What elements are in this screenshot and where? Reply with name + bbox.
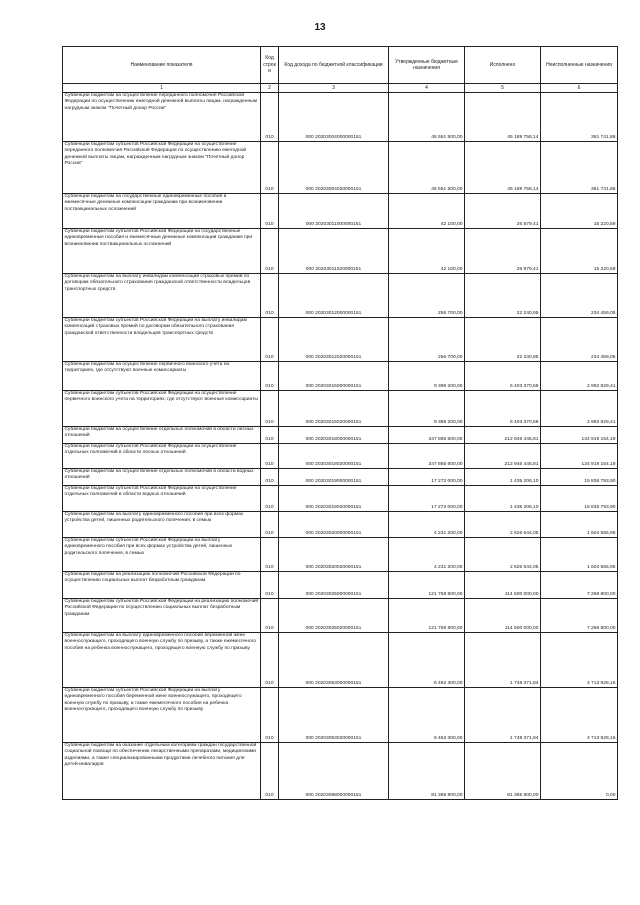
row-code: 010 — [261, 486, 279, 512]
row-unexecuted: 15 220,59 — [541, 194, 618, 229]
header-unexecuted: Неисполненные назначения — [541, 47, 618, 84]
table-row — [63, 427, 618, 444]
row-name: Субвенции бюджетам на осуществление первичного воинского учета на территориях, где отсутствуют военные комиссариаты — [63, 362, 261, 391]
row-kbk: 000 20203053000000151 — [279, 633, 389, 688]
row-executed: 1 435 206,10 — [465, 486, 541, 512]
row-code: 010 — [261, 469, 279, 486]
row-unexecuted: 234 459,05 — [541, 274, 618, 318]
row-name: Субвенции бюджетам субъектов Российской Федерации на выплату единовременного пособия при всех формах устройства детей, лишенных родительского попечения, в семью — [63, 538, 261, 572]
table-row — [63, 318, 618, 362]
column-number: 1 — [63, 84, 261, 93]
row-kbk: 000 20203018020000151 — [279, 444, 389, 469]
column-number: 2 — [261, 84, 279, 93]
table-row — [63, 538, 618, 572]
row-code: 010 — [261, 318, 279, 362]
header-name: Наименование показателя — [63, 47, 261, 84]
row-name: Субвенции бюджетам субъектов Российской Федерации на осуществление отдельных полномочий в области лесных отношений — [63, 444, 261, 469]
page-number: 13 — [314, 22, 326, 33]
row-code: 010 — [261, 444, 279, 469]
row-approved: 347 865 600,00 — [389, 444, 465, 469]
row-approved: 6 462 300,00 — [389, 633, 465, 688]
row-kbk: 000 20203015000000151 — [279, 362, 389, 391]
row-unexecuted: 4 713 928,16 — [541, 688, 618, 743]
table-row — [63, 93, 618, 142]
row-kbk: 000 20203019000000151 — [279, 469, 389, 486]
row-code: 010 — [261, 391, 279, 427]
row-kbk: 000 20203004020000151 — [279, 142, 389, 194]
row-executed: 45 189 758,14 — [465, 142, 541, 194]
row-kbk: 000 20203068000000151 — [279, 743, 389, 800]
table-row — [63, 633, 618, 688]
row-executed: 1 748 371,84 — [465, 633, 541, 688]
row-approved: 347 865 600,00 — [389, 427, 465, 444]
row-kbk: 000 20203012000000151 — [279, 274, 389, 318]
row-unexecuted: 134 919 154,19 — [541, 427, 618, 444]
row-approved: 42 100,00 — [389, 229, 465, 274]
row-unexecuted: 4 713 928,16 — [541, 633, 618, 688]
row-name: Субвенции бюджетам субъектов Российской Федерации на выплату инвалидам компенсаций страховых премий по договорам обязательного страхования гражданской ответственности владельцев транспортных средств — [63, 318, 261, 362]
header-row-code: Код строк и — [261, 47, 279, 84]
row-code: 010 — [261, 572, 279, 599]
row-code: 010 — [261, 362, 279, 391]
row-approved: 121 768 800,00 — [389, 572, 465, 599]
row-executed: 212 946 445,81 — [465, 427, 541, 444]
row-code: 010 — [261, 633, 279, 688]
row-name: Субвенции бюджетам на оказание отдельным категориям граждан государственной социальной помощи по обеспечению лекарственными препаратами, медицинскими изделиями, а также специализированными продуктами лечебного питания для детей-инвалидов — [63, 743, 261, 800]
row-executed: 1 748 371,84 — [465, 688, 541, 743]
row-kbk: 000 20203004000000151 — [279, 93, 389, 142]
table-row — [63, 688, 618, 743]
row-approved: 45 551 500,00 — [389, 142, 465, 194]
table-row — [63, 229, 618, 274]
row-name: Субвенции бюджетам на государственные единовременные пособия и ежемесячные денежные компенсации гражданам при возникновении поствакцинальных осложнений — [63, 194, 261, 229]
table-row — [63, 391, 618, 427]
row-code: 010 — [261, 229, 279, 274]
row-unexecuted: 361 741,86 — [541, 142, 618, 194]
row-unexecuted: 1 604 555,95 — [541, 512, 618, 538]
row-code: 010 — [261, 512, 279, 538]
table-row — [63, 512, 618, 538]
row-code: 010 — [261, 599, 279, 633]
row-executed: 22 240,95 — [465, 274, 541, 318]
row-unexecuted: 2 992 829,41 — [541, 391, 618, 427]
row-code: 010 — [261, 194, 279, 229]
row-approved: 9 396 200,00 — [389, 362, 465, 391]
row-unexecuted: 15 836 793,90 — [541, 486, 618, 512]
column-number: 3 — [279, 84, 389, 93]
table-row — [63, 274, 618, 318]
budget-report-table — [62, 46, 618, 800]
row-name: Субвенции бюджетам субъектов Российской Федерации на осуществление отдельных полномочий в области водных отношений — [63, 486, 261, 512]
header-executed: Исполнено — [465, 47, 541, 84]
row-name: Субвенции бюджетам субъектов Российской Федерации на государственные единовременные пособия и ежемесячные денежные компенсации гражданам при возникновении поствакцинальных осложнений — [63, 229, 261, 274]
row-approved: 4 231 200,00 — [389, 512, 465, 538]
row-code: 010 — [261, 274, 279, 318]
row-unexecuted: 2 992 829,41 — [541, 362, 618, 391]
row-executed: 6 403 370,59 — [465, 362, 541, 391]
row-name: Субвенции бюджетам субъектов Российской Федерации на осуществление переданного полномочия Российской Федерации по осуществлению ежегодной денежной выплаты лицам, награжденным нагрудным знаком "Почетный донор России" — [63, 142, 261, 194]
row-unexecuted: 234 459,05 — [541, 318, 618, 362]
row-executed: 2 626 644,05 — [465, 512, 541, 538]
row-executed: 45 189 758,14 — [465, 93, 541, 142]
row-approved: 256 700,00 — [389, 318, 465, 362]
row-unexecuted: 7 268 800,00 — [541, 572, 618, 599]
row-kbk: 000 20203020000000151 — [279, 512, 389, 538]
row-unexecuted: 134 919 154,19 — [541, 444, 618, 469]
row-unexecuted: 15 220,59 — [541, 229, 618, 274]
table-row — [63, 469, 618, 486]
row-executed: 114 500 000,00 — [465, 599, 541, 633]
row-kbk: 000 20203015020000151 — [279, 391, 389, 427]
row-executed: 1 435 206,10 — [465, 469, 541, 486]
table-row — [63, 599, 618, 633]
row-executed: 114 500 000,00 — [465, 572, 541, 599]
row-name: Субвенции бюджетам на выплату единовременного пособия при всех формах устройства детей, лишенных родительского попечения, в семью — [63, 512, 261, 538]
row-executed: 22 240,95 — [465, 318, 541, 362]
row-approved: 6 462 300,00 — [389, 688, 465, 743]
row-unexecuted: 7 268 800,00 — [541, 599, 618, 633]
row-approved: 4 231 200,00 — [389, 538, 465, 572]
header-approved: Утвержденные бюджетные назначения — [389, 47, 465, 84]
row-approved: 17 272 000,00 — [389, 486, 465, 512]
row-executed: 212 946 445,81 — [465, 444, 541, 469]
table-row — [63, 743, 618, 800]
row-name: Субвенции бюджетам субъектов Российской Федерации на реализацию полномочий Российской Федерации по осуществлению социальных выплат безработным гражданам — [63, 599, 261, 633]
table-row — [63, 444, 618, 469]
row-kbk: 000 20203011000000151 — [279, 194, 389, 229]
row-code: 010 — [261, 538, 279, 572]
row-code: 010 — [261, 93, 279, 142]
row-unexecuted: 1 604 555,95 — [541, 538, 618, 572]
table-row — [63, 362, 618, 391]
column-number: 4 — [389, 84, 465, 93]
column-number: 6 — [541, 84, 618, 93]
row-unexecuted: 0,00 — [541, 743, 618, 800]
row-executed: 26 879,41 — [465, 229, 541, 274]
row-code: 010 — [261, 743, 279, 800]
row-kbk: 000 20203020020000151 — [279, 538, 389, 572]
column-number: 5 — [465, 84, 541, 93]
row-name: Субвенции бюджетам на осуществление отдельных полномочий в области водных отношений — [63, 469, 261, 486]
row-executed: 2 626 644,05 — [465, 538, 541, 572]
table-row — [63, 194, 618, 229]
table-row — [63, 486, 618, 512]
row-name: Субвенции бюджетам на выплату единовременного пособия беременной жене военнослужащего, проходящего военную службу по призыву, а также ежемесячного пособия на ребенка военнослужащего, проходящего военную службу по призыву — [63, 633, 261, 688]
row-approved: 45 551 500,00 — [389, 93, 465, 142]
row-executed: 6 403 370,59 — [465, 391, 541, 427]
table-row — [63, 572, 618, 599]
row-executed: 26 879,41 — [465, 194, 541, 229]
row-kbk: 000 20203025000000151 — [279, 572, 389, 599]
row-name: Субвенции бюджетам субъектов Российской Федерации на осуществление первичного воинского учета на территориях, где отсутствуют военные комиссариаты — [63, 391, 261, 427]
row-kbk: 000 20203018000000151 — [279, 427, 389, 444]
row-approved: 42 100,00 — [389, 194, 465, 229]
row-approved: 9 396 200,00 — [389, 391, 465, 427]
row-code: 010 — [261, 688, 279, 743]
row-code: 010 — [261, 427, 279, 444]
row-executed: 81 365 800,00 — [465, 743, 541, 800]
row-approved: 256 700,00 — [389, 274, 465, 318]
row-unexecuted: 15 836 793,90 — [541, 469, 618, 486]
row-kbk: 000 20203025020000151 — [279, 599, 389, 633]
table-row — [63, 142, 618, 194]
row-name: Субвенции бюджетам на реализацию полномочий Российской Федерации по осуществлению социальных выплат безработным гражданам — [63, 572, 261, 599]
row-name: Субвенции бюджетам на выплату инвалидам компенсаций страховых премий по договорам обязательного страхования гражданской ответственности владельцев транспортных средств — [63, 274, 261, 318]
table-body — [63, 93, 618, 800]
row-approved: 121 768 800,00 — [389, 599, 465, 633]
column-number-row — [63, 84, 618, 93]
row-code: 010 — [261, 142, 279, 194]
row-kbk: 000 20203019020000151 — [279, 486, 389, 512]
row-kbk: 000 20203012020000151 — [279, 318, 389, 362]
row-kbk: 000 20203011020000151 — [279, 229, 389, 274]
row-unexecuted: 361 741,86 — [541, 93, 618, 142]
row-approved: 17 272 000,00 — [389, 469, 465, 486]
row-approved: 81 365 800,00 — [389, 743, 465, 800]
table-header-row — [63, 47, 618, 84]
row-name: Субвенции бюджетам субъектов Российской Федерации на выплату единовременного пособия беременной жене военнослужащего, проходящего военную службу по призыву, а также ежемесячного пособия на ребенка военнослужащего, проходящего военную службу по призыву — [63, 688, 261, 743]
row-name: Субвенции бюджетам на осуществление переданного полномочия Российской Федерации по осуществлению ежегодной денежной выплаты лицам, награжденным нагрудным знаком "Почетный донор России" — [63, 93, 261, 142]
row-kbk: 000 20203053020000151 — [279, 688, 389, 743]
header-kbk: Код дохода по бюджетной классификации — [279, 47, 389, 84]
row-name: Субвенции бюджетам на осуществление отдельных полномочий в области лесных отношений — [63, 427, 261, 444]
